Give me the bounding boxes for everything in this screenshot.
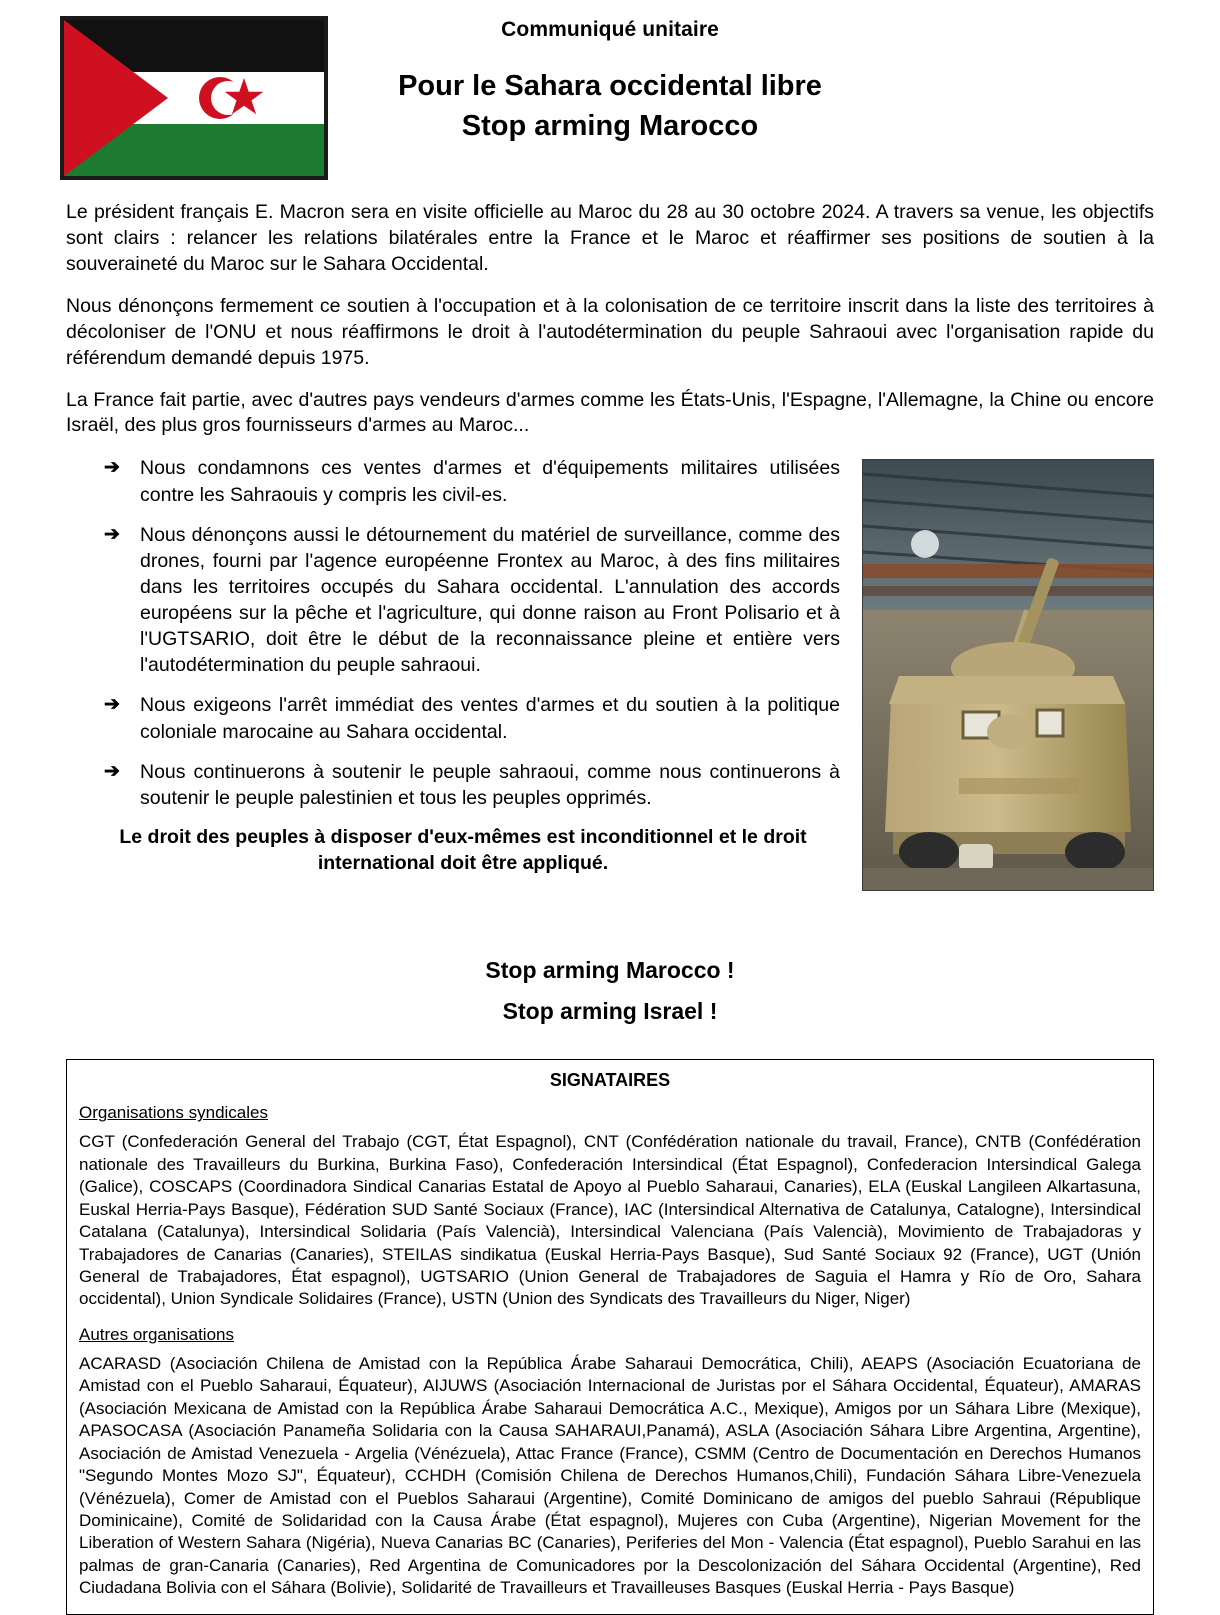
list-item: [104, 692, 1154, 744]
signatories-section-2-body: ACARASD (Asociación Chilena de Amistad con la República Árabe Saharaui Democrática, Chili), AEAPS (Asociación Ecuatoriana de Amistad con el Pueblo Saharaui, Équateur), AIJUWS (Asociación Internacional de Juristas por el Sáhara Occidental, Équateur), AMARAS (Asociación Mexicana de Amistad con la República Árabe Saharaui Democrática A.C., Mexique), Amigos por un Sáhara Libre (Mexique), APASOCASA (Asociación Panameña Solidaria con la Causa SAHARAUI,Panamá), ASLA (Asociación Sáhara Libre Argentina, Argentine), Asociación de Amistad Venezuela - Argelia (Vénézuela), Attac France (France), CSMM (Centro de Documentación en Derechos Humanos "Segundo Montes Mozo SJ", Équateur), CCHDH (Comisión Chilena de Derechos Humanos,Chili), Fundación Sáhara Libre-Venezuela (Vénézuela), Comer de Amistad con el Pueblos Saharaui (Argentine), Comité Dominicano de amigos del pueblo Sahraui (République Dominicaine), Comité de Solidaridad con la Causa Árabe (État espagnol), Mujeres con Cuba (Argentine), Nigerian Movement for the Liberation of Western Sahara (Nigéria), Nueva Canarias BC (Canaries), Periferies del Mon - Valencia (État espagnol), Pueblo Sarahui en las palmas de gran-Canaria (Canaries), Red Argentina de Comunicadores por la Descolonización del Sáhara Occidental (Argentine), Red Ciudadana Bolivia con el Sáhara (Bolivie), Solidarité de Travailleurs et Travailleuses Basques (Euskal Herria - Pays Basque): [79, 1353, 1141, 1598]
intro-paragraph-3: La France fait partie, avec d'autres pays vendeurs d'armes comme les États-Unis, l'Espagne, l'Allemagne, la Chine ou encore Israël, des plus gros fournisseurs d'armes au Maroc...: [66, 388, 1154, 437]
intro-paragraph-2: Nous dénonçons fermement ce soutien à l'occupation et à la colonisation de ce territoire inscrit dans la liste des territoires à décoloniser de l'ONU et nous réaffirmons le droit à l'autodétermination du peuple Sahraoui avec l'organisation rapide du référendum demandé depuis 1975.: [66, 294, 1154, 369]
slogan-line-1: Stop arming Marocco !: [485, 957, 735, 984]
document-title-line-2: Stop arming Marocco: [461, 110, 759, 143]
arrow-icon: ➔: [104, 457, 120, 479]
list-item: [104, 522, 1154, 679]
arrow-icon: ➔: [104, 523, 120, 545]
signatories-box: [66, 1059, 1154, 1614]
signatories-section-2-title: Autres organisations: [79, 1324, 234, 1344]
arrow-icon: ➔: [104, 760, 120, 782]
western-sahara-flag-icon: [60, 16, 328, 180]
signatories-title: SIGNATAIRES: [549, 1070, 671, 1091]
document-title-line-1: Pour le Sahara occidental libre: [398, 70, 822, 102]
closing-statement: Le droit des peuples à disposer d'eux-mêmes est inconditionnel et le droit international doit être appliqué.: [119, 825, 807, 874]
arrow-icon: ➔: [104, 694, 120, 716]
intro-paragraph-1: Le président français E. Macron sera en visite officielle au Maroc du 28 au 30 octobre 2024. A travers sa venue, les objectifs sont clairs : relancer les relations bilatérales entre la France et le Maroc et réaffirmer ses positions de soutien à la souveraineté du Maroc sur le Sahara Occidental.: [66, 201, 1154, 275]
demand-text: Nous exigeons l'arrêt immédiat des ventes d'armes et du soutien à la politique coloniale marocaine au Sahara occidental.: [140, 694, 840, 743]
demand-text: Nous dénonçons aussi le détournement du matériel de surveillance, comme des drones, fourni par l'agence européenne Frontex au Maroc, à des fins militaires dans les territoires occupés du Sahara occidental. L'annulation des accords européens sur la pêche et l'agriculture, qui donne raison au Front Polisario et à l'UGTSARIO, doit être le début de la reconnaissance pleine et entière vers l'autodétermination du peuple sahraoui.: [140, 523, 840, 677]
signatories-section-1-body: CGT (Confederación General del Trabajo (CGT, État Espagnol), CNT (Confédération nationale du travail, France), CNTB (Confédération nationale des Travailleurs du Burkina, Burkina Faso), Confederación Intersindical (État Espagnol), Confederacion Intersindical Galega (Galice), COSCAPS (Coordinadora Sindical Canarias Estatal de Apoyo al Pueblo Saharaui, Canaries), ELA (Euskal Langileen Alkartasuna, Euskal Herria-Pays Basque), Fédération SUD Santé Sociaux (France), IAC (Intersindical Alternativa de Catalunya, Catalogne), Intersindical Catalana (Catalunya), Intersindical Solidaria (País Valencià), Intersindical Valenciana (País Valencià), Movimiento de Trabajadoras y Trabajadores de Canarias (Canaries), STEILAS sindikatua (Euskal Herria-Pays Basque), Sud Santé Sociaux 92 (France), UGT (Unión General de Trabajadores, État espagnol), UGTSARIO (Union General de Trabajadores de Saguia el Hamra y Río de Oro, Sahara occidental), Union Syndicale Solidaires (France), USTN (Union des Syndicats des Travailleurs du Niger, Niger): [79, 1132, 1141, 1309]
slogan-line-2: Stop arming Israel !: [502, 998, 718, 1025]
demand-text: Nous condamnons ces ventes d'armes et d'équipements militaires utilisées contre les Sahraouis y compris les civil-es.: [140, 457, 840, 506]
list-item: [104, 759, 1154, 811]
slogans-section: [66, 901, 1154, 1025]
signatories-section-1-title: Organisations syndicales: [79, 1103, 268, 1123]
list-item: [104, 455, 1154, 507]
document-header: [66, 10, 1154, 180]
document-kicker: Communiqué unitaire: [501, 18, 719, 41]
intro-section: [66, 200, 1154, 439]
demand-text: Nous continuerons à soutenir le peuple sahraoui, comme nous continuerons à soutenir le peuple palestinien et tous les peuples opprimés.: [140, 760, 840, 809]
